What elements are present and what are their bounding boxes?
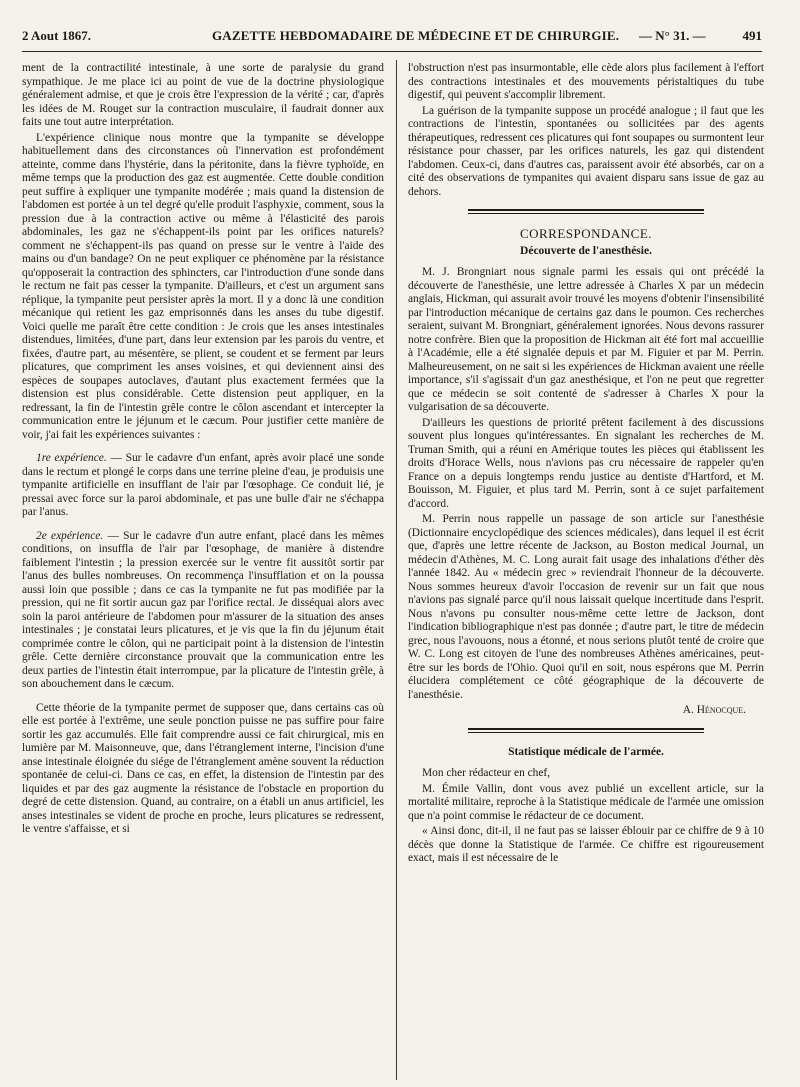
section-divider [468,209,704,221]
header-issue: — N° 31. — [639,28,706,43]
paragraph: D'ailleurs les questions de priorité prêtent facilement à des discussions souvent plus longues qu'intéressantes. En signalant les recherches de M. Truman Smith, qui a réuni en Amérique toutes les pièces qui établissent les droits d'Horace Wells, nous n'avions pas cru nécessaire de rappeler qu'en France on a depuis longtemps rendu justice au dentiste d'Hartford, et M. Bouisson, M. Figuier, et plus tard M. Perrin, sont à ce sujet parfaitement d'accord. [408,416,764,510]
header-rule [22,51,762,52]
paragraph: M. Perrin nous rappelle un passage de son article sur l'anesthésie (Dictionnaire encyclopédique des sciences médicales), dans lequel il est écrit que, d'après une lettre récente de Jackson, au Boston medical Journal, un médecin d'Athènes, M. C. Long aurait fait usage des inhalations d'éther dès l'année 1842. Au « médecin grec » reviendrait l'honneur de la découverte. Nous sommes heureux d'avoir l'occasion de revenir sur un fait que nous n'avions pas signalé parce qu'il nous laissait quelque incertitude dans l'esprit. Nous n'avons pu consulter nous-même cette lettre de Jackson, dont l'indication bibliographique n'est pas donnée ; d'autre part, le titre de médecin grec, nous l'avouons, nous a étonné, et nous serions plutôt tenté de croire que W. C. Long est citoyen de l'une des nombreuses Athènes américaines, peut-être sur les bords de l'Ohio. Quoi qu'il en soit, nous espérons que M. Perrin élucidera complétement ce côté géographique de la découverte de l'anesthésie. [408,513,764,701]
paragraph: ment de la contractilité intestinale, à une sorte de paralysie du grand sympathique. Je me place ici au point de vue de la doctrine physiologique généralement admise, et que je crois être l'expression de la vérité ; car, d'après les idées de M. Rouget sur la contraction musculaire, il faudrait donner aux faits une tout autre interprétation. [22,62,384,128]
experience-2 [22,530,384,692]
experience-label: 2e expérience. [36,529,104,542]
paragraph: M. Émile Vallin, dont vous avez publié un excellent article, sur la mortalité militaire, reproche à la Statistique médicale de l'armée une omission que n'a point commise le rédacteur de ce document. [408,782,764,822]
experience-text: — Sur le cadavre d'un enfant, après avoir placé une sonde dans le rectum et plongé le corps dans une terrine pleine d'eau, je produisis une tympanite artificielle en insufflant de l'air par l'œsophage. Ce conduit lié, je pressai avec force sur la paroi abdominale, et pas une bulle d'air ne s'échappa par l'anus. [22,452,384,518]
salutation: Mon cher rédacteur en chef, [422,767,551,779]
paragraph: « Ainsi donc, dit-il, il ne faut pas se laisser éblouir par ce chiffre de 9 à 10 décès que donne la Statistique de l'armée. Ce chiffre est rigoureusement exact, mais il est nécessaire de le [408,825,764,864]
paragraph: Cette théorie de la tympanite permet de supposer que, dans certains cas où elle est portée à l'extrême, une seule ponction puisse ne pas suffire pour faire sortir les gaz accumulés. Elle fait comprendre aussi ce fait chirurgical, mis en lumière par M. Maisonneuve, que, dans l'étranglement interne, l'incision d'une anse intestinale éloignée du siége de l'étranglement amène souvent la réduction spontanée de celui-ci. Dans ce cas, en effet, la distension de l'intestin par des liquides et par des gaz augmente la résistance de l'obstacle en proportion du degré de cette distension. Quand, au contraire, on a établi un anus artificiel, les anses intestinales se vident de proche en proche, leurs plicatures se redressent, le ventre s'affaisse, et si [22,701,384,835]
correspondance-heading: CORRESPONDANCE. [519,226,653,241]
section-divider [468,728,704,740]
paragraph: L'expérience clinique nous montre que la tympanite se développe habituellement dans des circonstances où l'innervation est profondément atteinte, comme dans l'hystérie, dans la péritonite, dans la fièvre typhoïde, en même temps que la production des gaz est augmentée. Cette double condition peut suffire à expliquer une tympanite modérée ; mais quand la distension de l'abdomen est portée à un tel degré qu'elle produit l'asphyxie, comment, sous la pression due à la contraction active ou même à l'élasticité des parois abdominales, les gaz ne s'échappent-ils point par les orifices naturels? comment ne s'échappent-ils pas quand on presse sur le ventre à l'aide des mains ou d'un bandage? On ne peut expliquer ce phénomène par la résistance qu'opposerait la contraction des sphincters, car l'introduction d'une sonde dans le rectum ne fait pas cesser la tympanite. D'ailleurs, et c'est un argument sans réplique, la tympanite peut persister après la mort. Il y a donc là une condition mécanique qui retient les gaz emprisonnés dans les anses du tube digestif. Voici quelle me paraît être cette condition : Je crois que les anses intestinales distendues, limitées, d'une part, dans leur extension par les parois du ventre, et fixées, d'autre part, au mésentère, se plient, se coudent et se ferment par leurs plicatures, que compriment les anses voisines, et qui deviennent ainsi des espèces de soupapes autoclaves, d'autant plus exactement fermées que la distension est plus considérable. Cette distension peut appliquer, en la redressant, la fin de l'intestin grêle contre le côlon ascendant et intercepter la communication entre le jéjunum et le cæcum. Pour justifier cette manière de voir, j'ai fait les expériences suivantes : [22,131,384,441]
header-page-number: 491 [742,28,762,43]
paragraph: l'obstruction n'est pas insurmontable, elle cède alors plus facilement à l'effort des contractions intestinales et des mouvements péristaltiques du tube digestif, qui peuvent s'accomplir librement. [408,62,764,101]
statistique-heading: Statistique médicale de l'armée. [508,745,664,758]
signature: A. Hénocque. [682,704,746,716]
correspondance-subheading: Découverte de l'anesthésie. [520,244,652,257]
column-separator [396,60,397,1080]
header-title: GAZETTE HEBDOMADAIRE DE MÉDECINE ET DE CHIRURGIE. [212,28,620,43]
header-date: 2 Aout 1867. [22,28,91,43]
page-header [22,28,762,50]
right-column [408,62,764,866]
paragraph: M. J. Brongniart nous signale parmi les essais qui ont précédé la découverte de l'anesthésie, une lettre adressée à Charles X par un médecin anglais, Hickman, qui assurait avoir trouvé les moyens d'obtenir l'insensibilité par l'introduction mécanique de certains gaz dans le poumon. Ces recherches seraient, suivant M. Brongniart, généralement ignorées. Nous devons rassurer notre confrère. Bien que la proposition de Hickman ait été fort mal accueillie à l'Académie, elle a été signalée depuis et par M. Figuier et par M. Perrin. Malheureusement, on ne sait si les expériences de Hickman avaient une réelle importance, s'il s'agissait d'un gaz anesthésique, et l'on ne peut que regretter que ce médecin se soit contenté de s'adresser à Charles X pour la vulgarisation de sa découverte. [408,266,764,413]
left-column [22,62,384,837]
experience-1 [22,452,384,520]
experience-text: — Sur le cadavre d'un autre enfant, placé dans les mêmes conditions, on insuffla de l'air par l'œsophage, de manière à distendre faiblement l'intestin ; la pression exercée sur le ventre fit aussitôt sortir par l'anus des bulles nombreuses. On recommença l'insufflation et on la poussa aussi loin que possible ; dans ce cas la tympanite ne fut pas modifiée par la pression, qui ne fit sortir aucun gaz par l'orifice rectal. Je disséquai alors avec soin la paroi antérieure de l'abdomen pour m'assurer de la situation des anses intestinales ; je constatai leurs plicatures, et je vis que la fin du jéjunum était comprimée contre le côlon, qui ne participait point à la distension de l'intestin grêle. Cette dernière circonstance prouvait que la communication entre les deux parties de l'intestin était interrompue, par la plicature de l'intestin grêle, à son abouchement dans le cæcum. [22,529,384,690]
experience-label: 1re expérience. [36,452,107,464]
paragraph: La guérison de la tympanite suppose un procédé analogue ; il faut que les contractions de l'intestin, spontanées ou sollicitées par des agents thérapeutiques, redressent ces plicatures qui font soupapes ou surmontent leur résistance pour chasser, par les orifices naturels, les gaz qui distendent l'abdomen. Ceux-ci, dans d'autres cas, paraissent avoir été absorbés, car on a cité des observations de tympanites qui avaient disparu sans issue de gaz au dehors. [408,104,764,198]
